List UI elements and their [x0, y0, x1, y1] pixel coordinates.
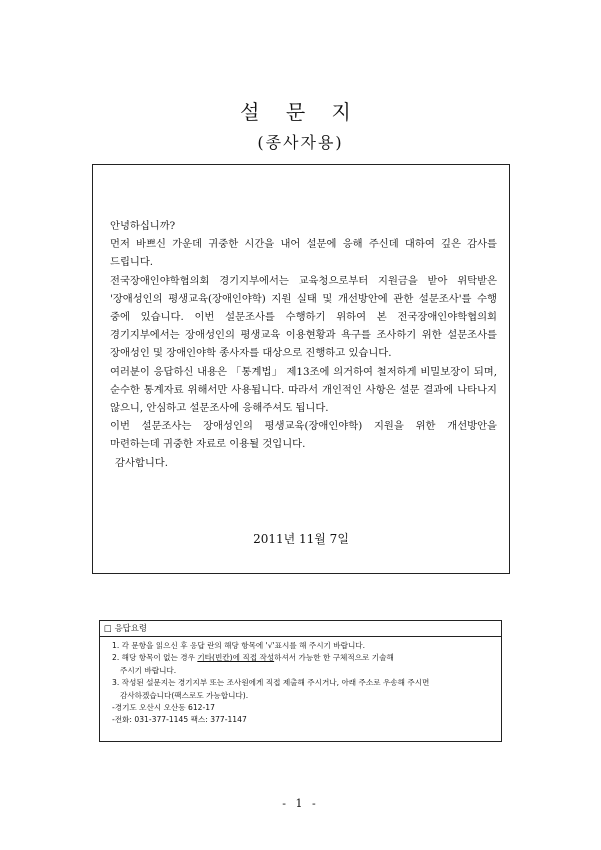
guide-item-2	[112, 652, 495, 664]
guide-item-2-post: 하셔서 가능한 한 구체적으로 기술해	[274, 653, 394, 663]
intro-letter-box	[92, 164, 510, 574]
guide-item-2-continued: 주시기 바랍니다.	[120, 665, 177, 675]
guide-item-3-continued: 감사하겠습니다(팩스로도 가능합니다).	[120, 690, 249, 700]
intro-paragraph-4: 이번 설문조사는 장애성인의 평생교육(장애인야학) 지원을 위한 개선방안을 마련하는데 귀중한 자료로 이용될 것입니다.	[110, 420, 497, 451]
intro-paragraph-3: 여러분이 응답하신 내용은 「통계법」 제13조에 의거하여 철저하게 비밀보장이 되며, 순수한 통계자료 위해서만 사용됩니다. 따라서 개인적인 사항은 설문 결과에 나타나지 않으니, 안심하고 설문조사에 응해주셔도 됩니다.	[110, 365, 497, 415]
closing-text: 감사합니다.	[115, 456, 169, 469]
response-guide-box	[99, 620, 502, 742]
guide-address: -경기도 오산시 오산동 612-17	[112, 703, 215, 713]
intro-paragraph-2: 전국장애인야학협의회 경기지부에서는 교육청으로부터 지원금을 받아 위탁받은 '장애성인의 평생교육(장애인야학) 지원 실태 및 개선방안에 관한 설문조사'를 수행 중에 있습니다. 이번 설문조사를 수행하기 위하여 본 전국장애인야학협의회 경기지부에서는 장애성인의 평생교육 이용현황과 욕구를 조사하기 위한 설문조사를 장애성인 및 장애인야학 종사자를 대상으로 진행하고 있습니다.	[110, 274, 497, 360]
response-guide-body	[100, 637, 501, 727]
page-number: - 1 -	[282, 797, 319, 810]
page-subtitle: (종사자용)	[257, 133, 344, 152]
guide-item-2-pre: 2. 해당 항목이 없는 경우	[112, 653, 198, 663]
letter-date: 2011년 11월 7일	[253, 532, 349, 546]
guide-contact: -전화: 031-377-1145 팩스: 377-1147	[112, 715, 247, 725]
response-guide-header: □ 응답요령	[100, 621, 501, 637]
greeting-text: 안녕하십니까?	[110, 220, 176, 232]
guide-item-1: 1. 각 문항을 읽으신 후 응답 란의 해당 항목에 '√'표시를 해 주시기 바랍니다.	[112, 641, 366, 650]
guide-item-3: 3. 작성된 설문지는 경기지부 또는 조사원에게 직접 제출해 주시거나, 아래 주소로 우송해 주시면	[112, 678, 430, 688]
page-title: 설 문 지	[240, 100, 361, 124]
intro-paragraph-1: 먼저 바쁘신 가운데 귀중한 시간을 내어 설문에 응해 주신데 대하여 깊은 감사를 드립니다.	[110, 238, 497, 269]
guide-item-2-underlined: 기타(빈칸)에 직접 작성	[197, 653, 275, 663]
